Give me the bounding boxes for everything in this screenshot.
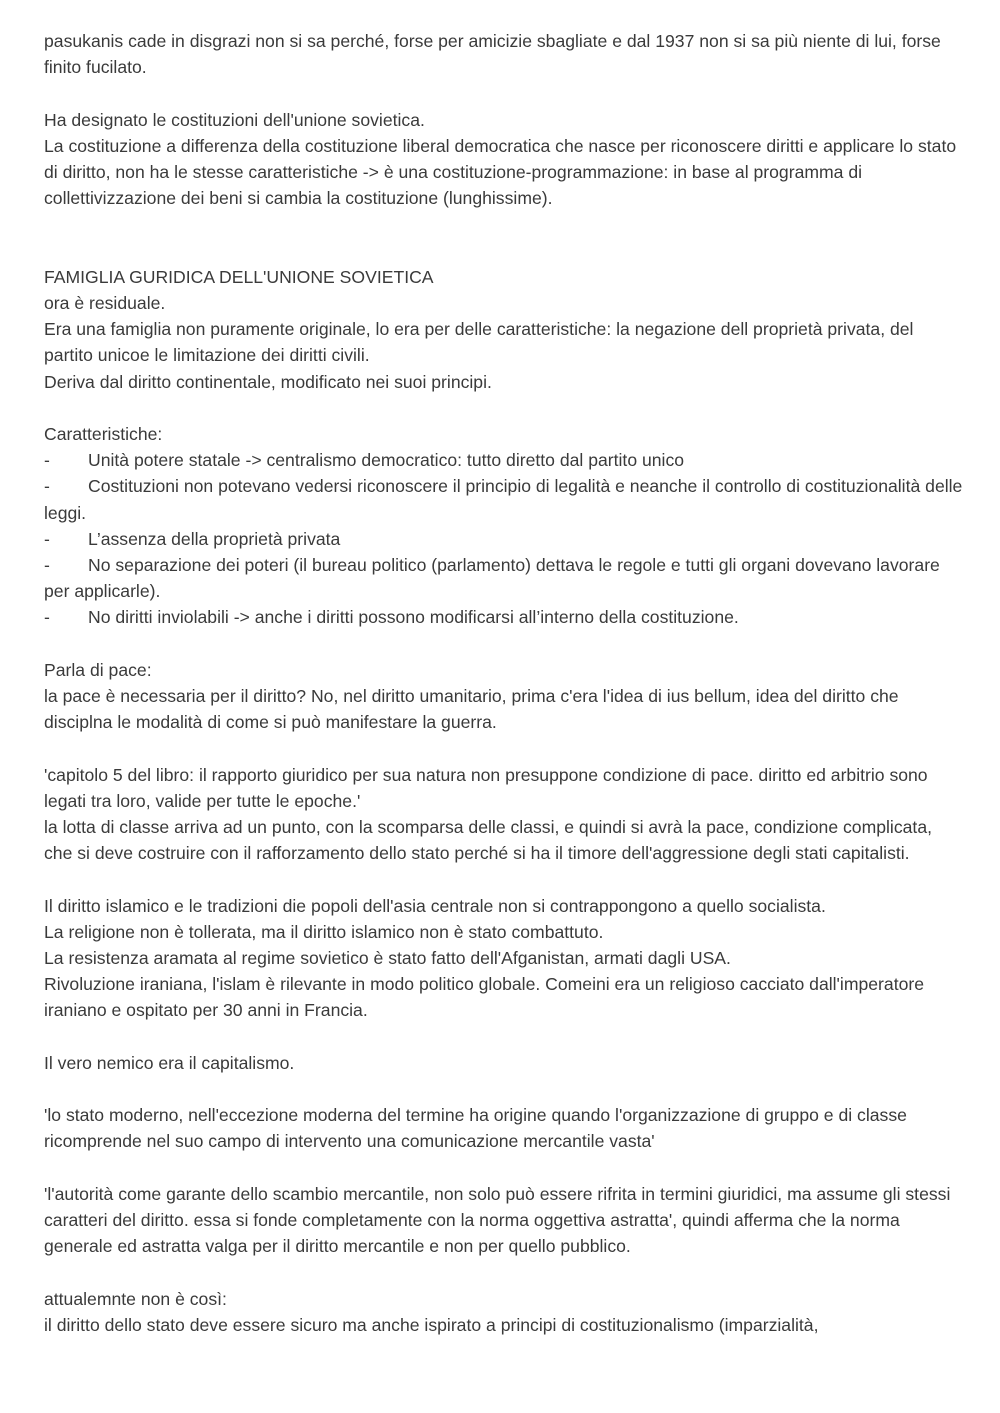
paragraph: Era una famiglia non puramente originale, lo era per delle caratteristiche: la negazione dell proprietà privata, del partito unicoe le limitazione dei diritti civili. <box>44 319 914 366</box>
paragraph: La religione non è tollerata, ma il diritto islamico non è stato combattuto. <box>44 921 604 942</box>
spacer <box>44 395 964 421</box>
bullet-item <box>44 447 964 473</box>
paragraph: la lotta di classe arriva ad un punto, con la scomparsa delle classi, e quindi si avrà la pace, condizione complicata, che si deve costruire con il rafforzamento dello stato perché si ha il timore dell'aggressione degli stati capitalisti. <box>44 817 932 864</box>
spacer <box>44 735 964 761</box>
bullet-text: No separazione dei poteri (il bureau politico (parlamento) dettava le regole e tutti gli organi dovevano lavorare per applicarle). <box>44 555 940 602</box>
paragraph: La costituzione a differenza della costituzione liberal democratica che nasce per riconoscere diritti e applicare lo stato di diritto, non ha le stesse caratteristiche -> è una costituzione-programmazione: in base al programma di collettivizzazione dei beni si cambia la costituzione (lunghissime). <box>44 135 957 209</box>
spacer <box>44 866 964 892</box>
paragraph: Il vero nemico era il capitalismo. <box>44 1052 295 1073</box>
bullet-item <box>44 473 964 525</box>
spacer <box>44 211 964 263</box>
paragraph: attualemnte non è così: <box>44 1288 227 1309</box>
spacer <box>44 1076 964 1102</box>
spacer <box>44 80 964 106</box>
paragraph: la pace è necessaria per il diritto? No, nel diritto umanitario, prima c'era l'idea di ius bellum, idea del diritto che disciplna le modalità di come si può manifestare la guerra. <box>44 686 899 733</box>
bullet-text: Unità potere statale -> centralismo democratico: tutto diretto dal partito unico <box>88 450 685 471</box>
features-label: Caratteristiche: <box>44 424 163 444</box>
bullet-marker: - <box>44 476 50 497</box>
bullet-marker: - <box>44 555 50 576</box>
bullet-marker: - <box>44 528 50 549</box>
bullet-item <box>44 526 964 552</box>
quote-paragraph: 'l'autorità come garante dello scambio mercantile, non solo può essere rifrita in termini giuridici, ma assume gli stessi caratteri del diritto. essa si fonde completamente con la norma oggettiva astratta', quindi afferma che la norma generale ed astratta valga per il diritto mercantile e non per quello pubblico. <box>44 1183 951 1257</box>
bullet-item <box>44 604 964 630</box>
paragraph: il diritto dello stato deve essere sicuro ma anche ispirato a principi di costituzionalismo (imparzialità, <box>44 1314 819 1335</box>
paragraph: pasukanis cade in disgrazi non si sa perché, forse per amicizie sbagliate e dal 1937 non si sa più niente di lui, forse finito fucilato. <box>44 31 941 78</box>
section-heading: FAMIGLIA GURIDICA DELL'UNIONE SOVIETICA <box>44 266 434 287</box>
bullet-text: No diritti inviolabili -> anche i diritti possono modificarsi all’interno della costituzione. <box>88 607 739 628</box>
peace-label: Parla di pace: <box>44 659 152 680</box>
paragraph: Deriva dal diritto continentale, modificato nei suoi principi. <box>44 371 492 392</box>
bullet-marker: - <box>44 607 50 628</box>
spacer <box>44 631 964 657</box>
quote-paragraph: 'capitolo 5 del libro: il rapporto giuridico per sua natura non presuppone condizione di pace. diritto ed arbitrio sono legati tra loro, valide per tutte le epoche.' <box>44 764 928 811</box>
paragraph: Ha designato le costituzioni dell'unione sovietica. <box>44 109 425 130</box>
paragraph: Rivoluzione iraniana, l'islam è rilevante in modo politico globale. Comeini era un religioso cacciato dall'imperatore iraniano e ospitato per 30 anni in Francia. <box>44 974 925 1021</box>
paragraph: La resistenza aramata al regime sovietico è stato fatto dell'Afganistan, armati dagli USA. <box>44 948 731 969</box>
spacer <box>44 1155 964 1181</box>
spacer <box>44 1024 964 1050</box>
quote-paragraph: 'lo stato moderno, nell'eccezione moderna del termine ha origine quando l'organizzazione di gruppo e di classe ricomprende nel suo campo di intervento una comunicazione mercantile vasta' <box>44 1105 907 1152</box>
bullet-text: L’assenza della proprietà privata <box>88 528 341 549</box>
spacer <box>44 1259 964 1285</box>
paragraph: ora è residuale. <box>44 293 166 313</box>
paragraph: Il diritto islamico e le tradizioni die popoli dell'asia centrale non si contrappongono a quello socialista. <box>44 895 826 916</box>
document-page <box>44 28 964 1338</box>
bullet-marker: - <box>44 450 50 471</box>
bullet-item <box>44 552 964 604</box>
bullet-text: Costituzioni non potevano vedersi riconoscere il principio di legalità e neanche il controllo di costituzionalità delle leggi. <box>44 476 963 523</box>
